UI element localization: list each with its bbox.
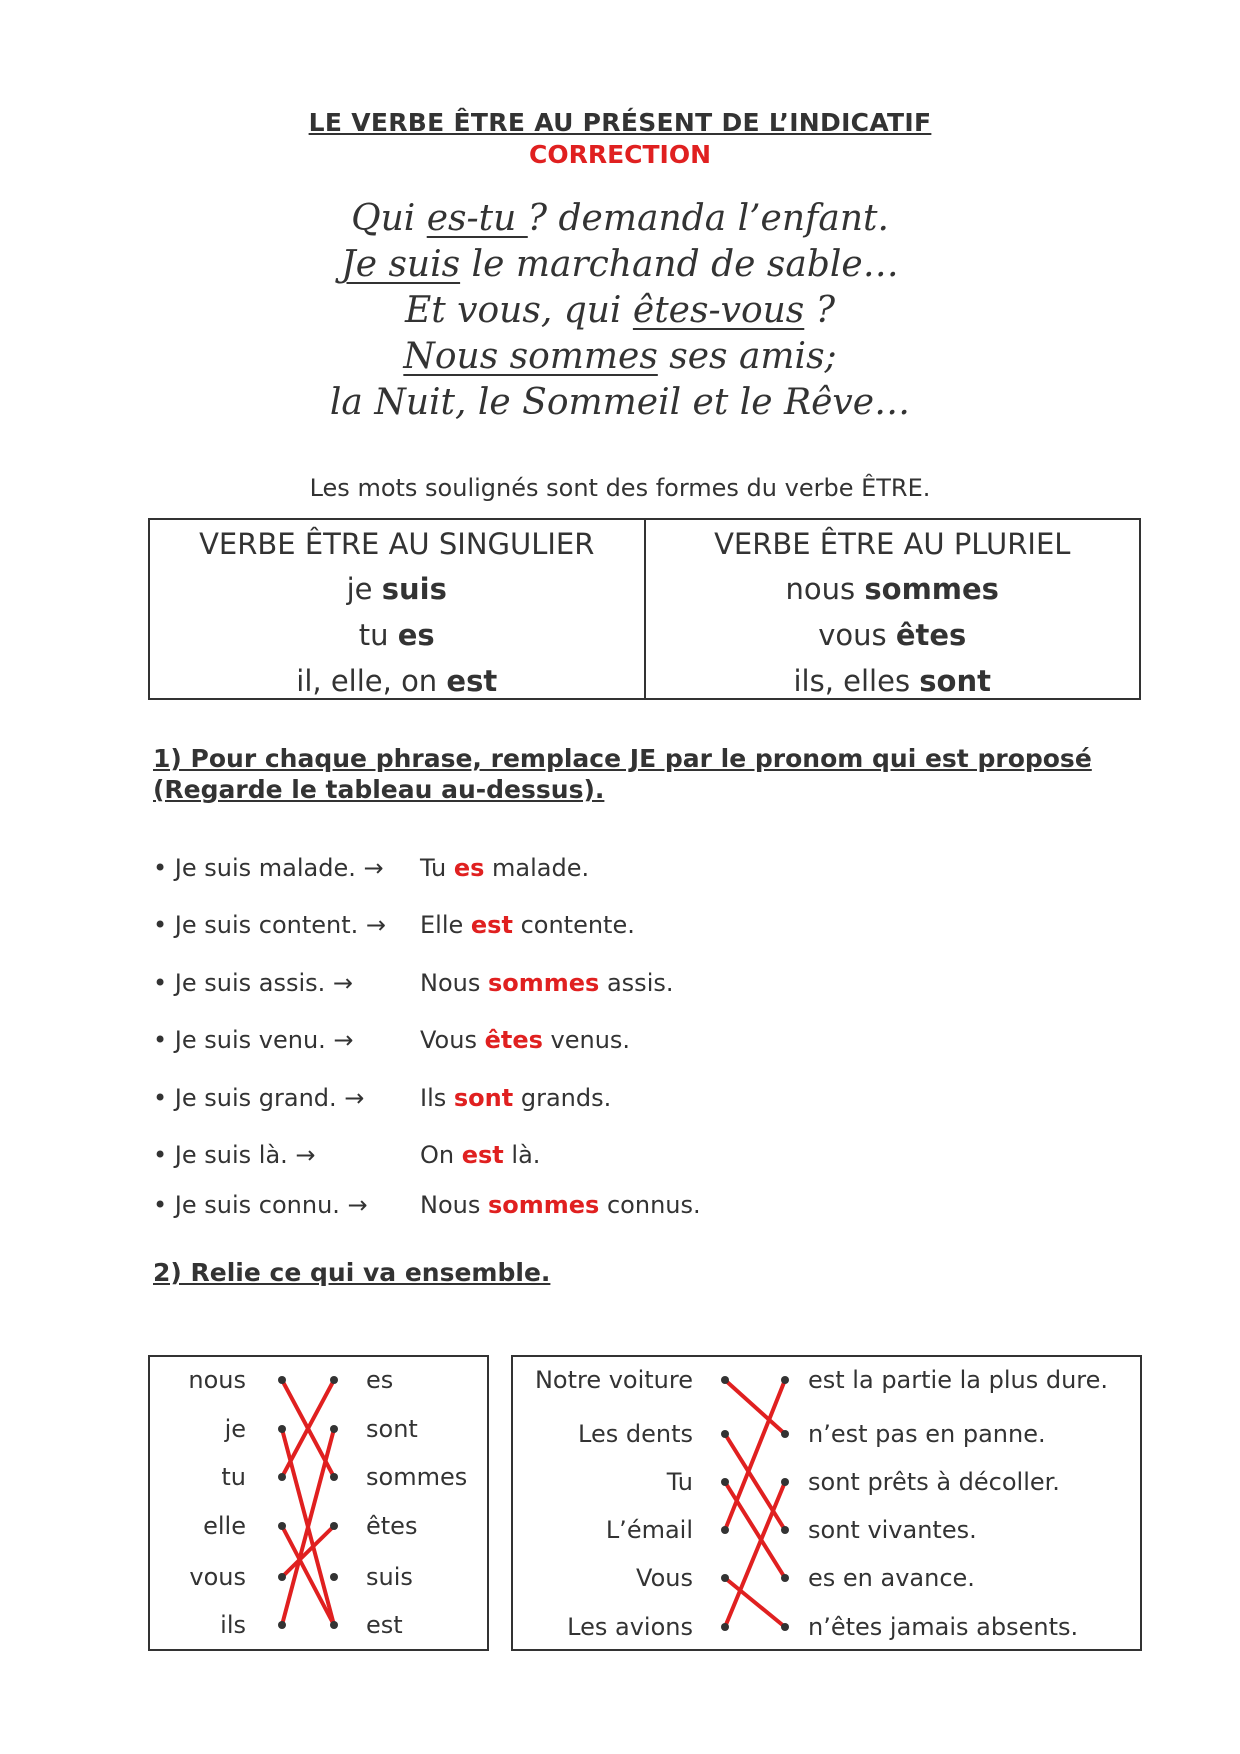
match-dot [278,1573,286,1581]
exercise-prompt: • Je suis grand. → [153,1084,365,1112]
exercise-prompt: • Je suis malade. → [153,854,384,882]
match-link-line [725,1482,785,1578]
match-dot [721,1376,729,1384]
match-link-line [282,1526,334,1625]
exercise-prompt: • Je suis assis. → [153,969,354,997]
match-dot [721,1430,729,1438]
exercise1-title: 1) Pour chaque phrase, remplace JE par le pronom qui est proposé (Regarde le tableau au-dessus). [153,744,1092,804]
exercise-prompt: • Je suis venu. → [153,1026,354,1054]
conjugation-row: je suis [346,572,447,606]
intro-text: Les mots soulignés sont des formes du verbe ÊTRE. [309,474,931,502]
poem-line: Nous sommes ses amis; [403,336,837,377]
poem-line: Et vous, qui êtes-vous ? [404,290,836,331]
match-dot [330,1573,338,1581]
page-title: LE VERBE ÊTRE AU PRÉSENT DE L’INDICATIF [308,108,932,137]
match-right-item: es [366,1366,394,1394]
match-dot [721,1623,729,1631]
match-dot [278,1473,286,1481]
exercise-answer: Elle est contente. [420,911,635,939]
conjugation-row: il, elle, on est [296,664,498,698]
conjugation-row: nous sommes [785,572,999,606]
match-dot [781,1430,789,1438]
exercise-answer: Vous êtes venus. [420,1026,631,1054]
match-left-item: Vous [636,1564,693,1592]
exercise-answer: On est là. [420,1141,541,1169]
match-right-item: est [366,1611,403,1639]
match-dot [330,1522,338,1530]
conjugation-row: ils, elles sont [793,664,991,698]
poem-line: Je suis le marchand de sable… [341,244,899,285]
match-right-item: sont prêts à décoller. [808,1468,1060,1496]
exercise-answer: Nous sommes assis. [420,969,674,997]
exercise-answer: Nous sommes connus. [420,1191,701,1219]
conjugation-row: vous êtes [818,618,967,652]
match-right-item: suis [366,1563,413,1591]
match-left-item: Notre voiture [534,1366,693,1394]
page-subtitle: CORRECTION [528,140,712,169]
match-right-item: es en avance. [808,1564,975,1592]
match-right-item: n’est pas en panne. [808,1420,1046,1448]
match-dot [721,1526,729,1534]
column-header: VERBE ÊTRE AU PLURIEL [714,527,1071,561]
match-dot [721,1478,729,1486]
match-dot [781,1574,789,1582]
match-dot [781,1623,789,1631]
match-left-item: L’émail [605,1516,693,1544]
match-left-item: tu [221,1463,246,1491]
match-dot [278,1425,286,1433]
match-dot [781,1526,789,1534]
match-left-item: ils [220,1611,246,1639]
match-right-item: êtes [366,1512,418,1540]
match-left-item: Les dents [578,1420,693,1448]
exercise-answer: Tu es malade. [420,854,590,882]
match-left-item: Tu [666,1468,693,1496]
match-right-item: sont [366,1415,418,1443]
match-dot [330,1621,338,1629]
match-left-item: vous [189,1563,246,1591]
match-right-item: sommes [366,1463,468,1491]
exercise-answer: Ils sont grands. [420,1084,612,1112]
match-left-item: elle [203,1512,246,1540]
match-dot [330,1376,338,1384]
column-header: VERBE ÊTRE AU SINGULIER [199,527,595,561]
match-dot [278,1522,286,1530]
exercise-prompt: • Je suis content. → [153,911,387,939]
match-link-line [725,1434,785,1530]
exercise-prompt: • Je suis là. → [153,1141,316,1169]
match-dot [781,1376,789,1384]
match-right-item: est la partie la plus dure. [808,1366,1109,1394]
exercise2-title: 2) Relie ce qui va ensemble. [153,1258,551,1287]
match-dot [278,1621,286,1629]
match-dot [278,1376,286,1384]
match-dot [781,1478,789,1486]
match-right-item: sont vivantes. [808,1516,977,1544]
match-right-item: n’êtes jamais absents. [808,1613,1079,1641]
match-left-item: nous [188,1366,246,1394]
exercise-prompt: • Je suis connu. → [153,1191,368,1219]
conjugation-row: tu es [358,618,435,652]
match-left-item: Les avions [567,1613,693,1641]
match-left-item: je [224,1415,246,1443]
poem-line: la Nuit, le Sommeil et le Rêve… [329,382,911,423]
poem-line: Qui es-tu ? demanda l’enfant. [351,198,889,239]
match-dot [330,1473,338,1481]
match-dot [330,1425,338,1433]
match-dot [721,1574,729,1582]
